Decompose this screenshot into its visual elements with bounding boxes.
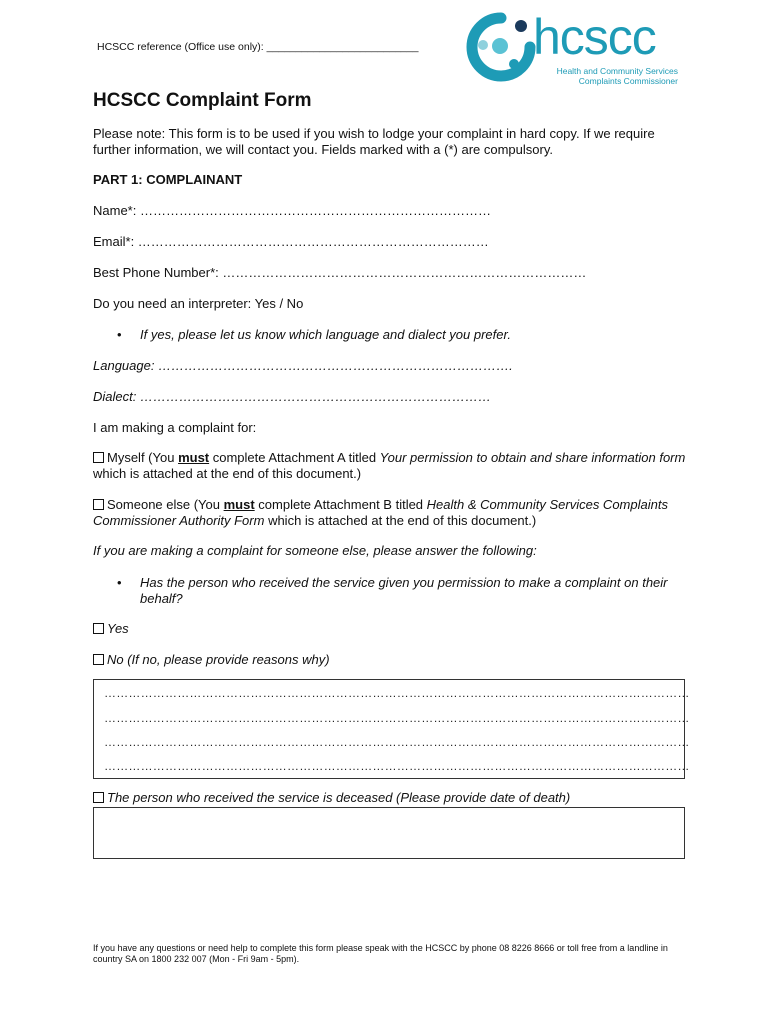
- someone-text-b: complete Attachment B titled: [254, 497, 427, 512]
- making-complaint-for: I am making a complaint for:: [93, 420, 257, 435]
- option-someone-else[interactable]: [93, 497, 693, 529]
- reason-line: ………………………………………………………………………………………………………………………………: [104, 735, 690, 749]
- someone-text-d: which is attached at the end of this document.): [264, 513, 537, 528]
- office-reference-field: HCSCC reference (Office use only): __________________________: [97, 41, 419, 53]
- dialect-field[interactable]: Dialect: ………………………………………………………………………: [93, 389, 491, 404]
- language-field[interactable]: Language: ……………………………………………………………………….: [93, 358, 513, 373]
- someone-attachment-title: Health & Community Services Complaints Commissioner Authority Form: [93, 497, 668, 528]
- page-title: HCSCC Complaint Form: [93, 90, 312, 111]
- option-yes[interactable]: [93, 621, 693, 637]
- date-of-death-box[interactable]: [93, 807, 685, 859]
- logo-subtitle-line2: Complaints Commissioner: [578, 76, 678, 86]
- logo-ring-icon: [466, 12, 536, 82]
- option-deceased[interactable]: [93, 790, 693, 806]
- part1-heading: PART 1: COMPLAINANT: [93, 172, 243, 187]
- name-field[interactable]: Name*: ………………………………………………………………………: [93, 203, 491, 218]
- bullet-icon: •: [117, 327, 122, 342]
- someone-must: must: [223, 497, 255, 512]
- option-no[interactable]: [93, 652, 693, 668]
- reason-line: ………………………………………………………………………………………………………………………………: [104, 759, 690, 773]
- reasons-box[interactable]: [93, 679, 690, 779]
- interpreter-question[interactable]: Do you need an interpreter: Yes / No: [93, 296, 304, 311]
- hcscc-logo: [466, 9, 681, 88]
- phone-field[interactable]: Best Phone Number*: …………………………………………………………………………: [93, 265, 587, 280]
- footer-help-text: If you have any questions or need help to complete this form please speak with the HCSCC by phone 08 8226 8666 or toll free from a landline in country SA on 1800 232 007 (Mon - Fri 9am - 5pm).: [93, 943, 668, 964]
- logo-subtitle: [552, 66, 678, 86]
- email-field[interactable]: Email*: ………………………………………………………………………: [93, 234, 489, 249]
- checkbox-deceased[interactable]: [93, 792, 104, 803]
- checkbox-yes[interactable]: [93, 623, 104, 634]
- myself-text-a: Myself (You: [107, 450, 179, 465]
- checkbox-someone-else[interactable]: [93, 499, 104, 510]
- logo-subtitle-line1: Health and Community Services: [556, 66, 678, 76]
- checkbox-myself[interactable]: [93, 452, 104, 463]
- no-label: No (If no, please provide reasons why): [107, 652, 330, 667]
- myself-attachment-title: Your permission to obtain and share information form: [379, 450, 686, 465]
- someone-text-a: Someone else (You: [107, 497, 224, 512]
- option-myself[interactable]: [93, 450, 693, 482]
- permission-question: Has the person who received the service given you permission to make a complaint on their behalf?: [140, 575, 668, 606]
- myself-must: must: [178, 450, 210, 465]
- myself-text-d: which is attached at the end of this document.): [93, 466, 362, 481]
- logo-wordmark: hcscc: [533, 9, 656, 65]
- interpreter-note: If yes, please let us know which language and dialect you prefer.: [140, 327, 511, 342]
- someone-else-note: If you are making a complaint for someone else, please answer the following:: [93, 543, 537, 558]
- reason-line: ………………………………………………………………………………………………………………………………: [104, 686, 690, 700]
- checkbox-no[interactable]: [93, 654, 104, 665]
- bullet-icon: •: [117, 575, 122, 590]
- intro-text: Please note: This form is to be used if you wish to lodge your complaint in hard copy. If we require further information, we will contact you. Fields marked with a (*) are compulsory.: [93, 126, 655, 157]
- myself-text-b: complete Attachment A titled: [209, 450, 380, 465]
- yes-label: Yes: [107, 621, 129, 636]
- deceased-label: The person who received the service is deceased (Please provide date of death): [107, 790, 571, 805]
- reason-line: ………………………………………………………………………………………………………………………………: [104, 711, 690, 725]
